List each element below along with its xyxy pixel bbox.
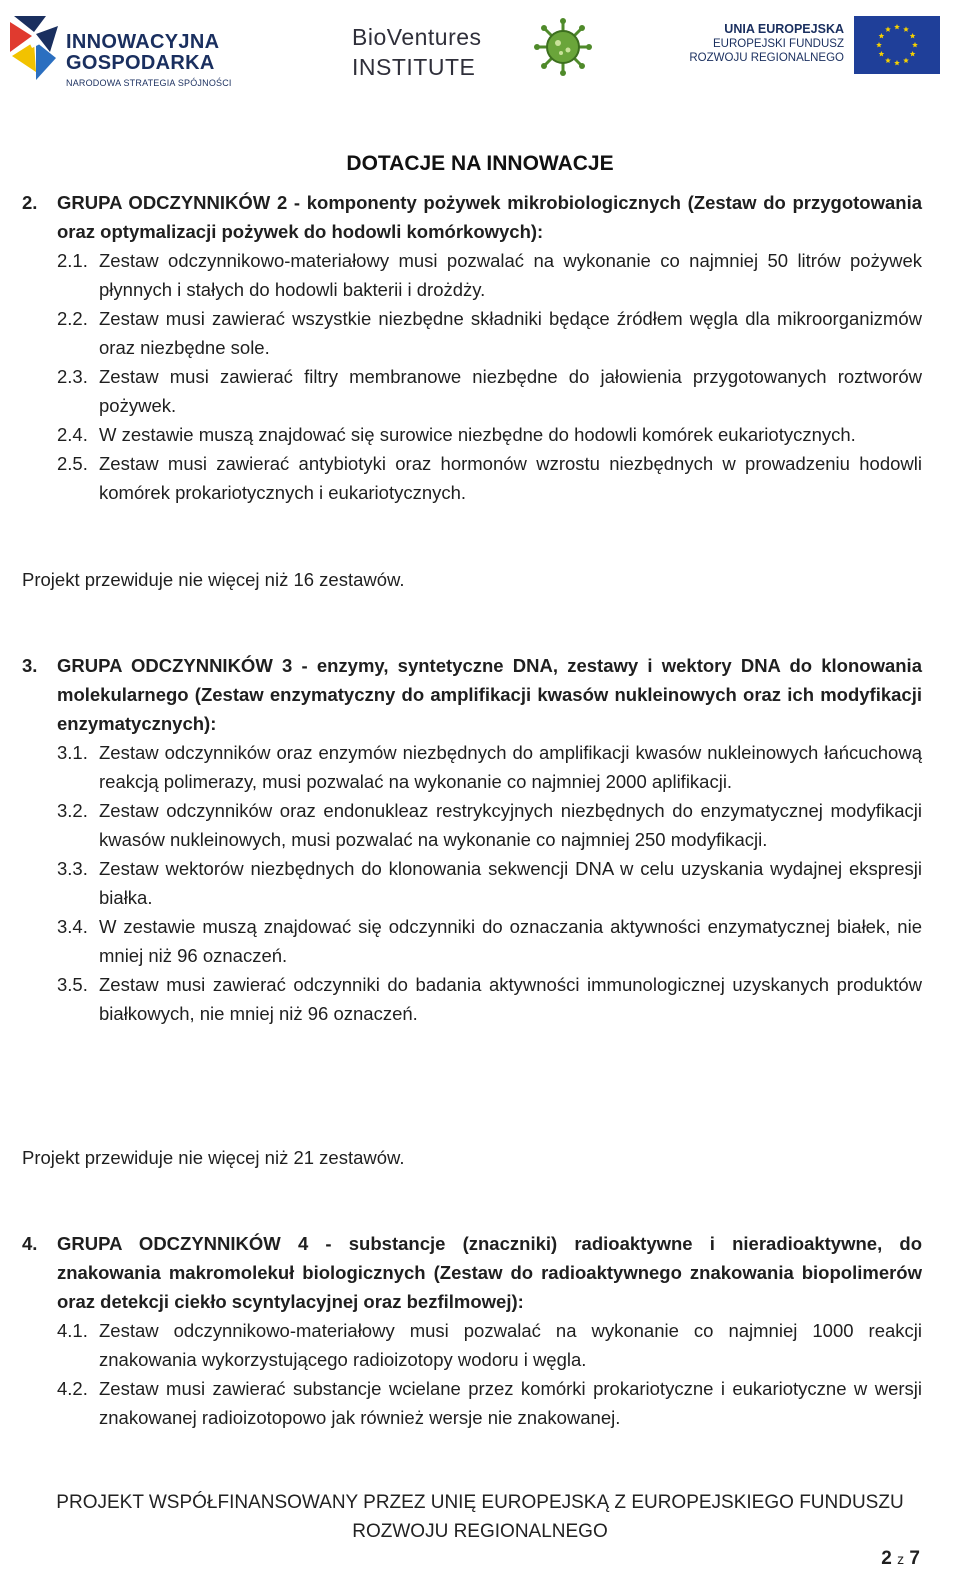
section-number: 3. [22,655,38,676]
item-number: 3.1. [57,742,88,763]
footer [0,1488,960,1546]
eu-logo [689,16,940,78]
item-number: 3.2. [57,800,88,821]
section-heading-text: GRUPA ODCZYNNIKÓW 4 - substancje (znaczniki) radioaktywne i nieradioaktywne, do znakowania makromolekuł biologicznych (Zestaw do radioaktywnego znakowania biopolimerów oraz detekcji ciekło scyntylacyjnej oraz bezfilmowej): [57,1233,922,1312]
section-number: 4. [22,1233,38,1254]
item-number: 4.1. [57,1320,88,1341]
section-2 [22,188,922,507]
section-3-note: Projekt przewiduje nie więcej niż 21 zestawów. [22,1147,405,1168]
section-number: 2. [22,192,38,213]
ig-line-1: INNOWACYJNA [66,31,220,53]
footer-line-2: ROZWOJU REGIONALNEGO [352,1521,608,1542]
eu-line-3: ROZWOJU REGIONALNEGO [689,52,844,64]
list-item [57,449,922,507]
item-text: Zestaw wektorów niezbędnych do klonowania sekwencji DNA w celu uzyskania wydajnej ekspresji białka. [99,858,922,908]
section-4 [22,1229,922,1432]
item-number: 3.4. [57,916,88,937]
page-title: DOTACJE NA INNOWACJE [346,152,614,175]
item-text: Zestaw musi zawierać antybiotyki oraz hormonów wzrostu niezbędnych w prowadzeniu hodowli komórek prokariotycznych i eukariotycznych. [99,453,922,503]
section-heading-text: GRUPA ODCZYNNIKÓW 3 - enzymy, syntetyczne DNA, zestawy i wektory DNA do klonowania molekularnego (Zestaw enzymatyczny do amplifikacji kwasów nukleinowych oraz ich modyfikacji enzymatycznych): [57,655,922,734]
item-text: Zestaw musi zawierać substancje wcielane przez komórki prokariotyczne i eukariotyczne w wersji znakowanej radioizotopowo jak również wersje nie znakowanej. [99,1378,922,1428]
item-number: 2.4. [57,424,88,445]
page-number [881,1548,920,1570]
page-of: z [897,1551,905,1567]
list-item [57,420,922,449]
item-number: 2.2. [57,308,88,329]
item-text: Zestaw musi zawierać filtry membranowe niezbędne do jałowienia przygotowanych roztworów pożywek. [99,366,922,416]
section-2-note: Projekt przewiduje nie więcej niż 16 zestawów. [22,569,405,590]
list-item [57,738,922,796]
item-number: 2.3. [57,366,88,387]
item-number: 3.5. [57,974,88,995]
section-heading [22,1229,922,1316]
section-3 [22,651,922,1028]
list-item [57,796,922,854]
page-current: 2 [881,1548,892,1569]
section-heading-text: GRUPA ODCZYNNIKÓW 2 - komponenty pożywek mikrobiologicznych (Zestaw do przygotowania oraz optymalizacji pożywek do hodowli komórkowych): [57,192,922,242]
list-item [57,1374,922,1432]
item-number: 2.5. [57,453,88,474]
ig-line-3: NARODOWA STRATEGIA SPÓJNOŚCI [66,78,232,88]
item-text: Zestaw odczynników oraz endonukleaz restrykcyjnych niezbędnych do enzymatycznej modyfikacji kwasów nukleinowych, musi pozwalać na wykonanie co najmniej 250 modyfikacji. [99,800,922,850]
item-number: 3.3. [57,858,88,879]
list-item [57,854,922,912]
page-total: 7 [909,1548,920,1569]
bv-line-1: BioVentures [352,24,482,50]
item-text: W zestawie muszą znajdować się surowice niezbędne do hodowli komórek eukariotycznych. [99,424,856,445]
item-text: Zestaw odczynników oraz enzymów niezbędnych do amplifikacji kwasów nukleinowych łańcuchową reakcją polimerazy, musi pozwalać na wykonanie co najmniej 2000 aplifikacji. [99,742,922,792]
eu-line-1: UNIA EUROPEJSKA [724,22,844,36]
list-item [57,246,922,304]
list-item [57,304,922,362]
footer-line-1: PROJEKT WSPÓŁFINANSOWANY PRZEZ UNIĘ EUROPEJSKĄ Z EUROPEJSKIEGO FUNDUSZU [56,1492,904,1513]
list-item [57,362,922,420]
innowacyjna-gospodarka-star-icon [6,12,64,84]
innowacyjna-gospodarka-logo [6,12,246,92]
bioventures-logo [352,18,602,88]
bv-line-2: INSTITUTE [352,54,476,80]
section-heading [22,651,922,738]
item-text: W zestawie muszą znajdować się odczynniki do oznaczania aktywności enzymatycznej białek, nie mniej niż 96 oznaczeń. [99,916,922,966]
item-number: 4.2. [57,1378,88,1399]
eu-line-2: EUROPEJSKI FUNDUSZ [713,38,844,50]
item-text: Zestaw odczynnikowo-materiałowy musi pozwalać na wykonanie co najmniej 1000 reakcji znakowania wykorzystującego radioizotopy wodoru i węgla. [99,1320,922,1370]
ig-line-2: GOSPODARKA [66,52,215,74]
list-item [57,912,922,970]
item-text: Zestaw musi zawierać odczynniki do badania aktywności immunologicznej uzyskanych produktów białkowych, nie mniej niż 96 oznaczeń. [99,974,922,1024]
section-heading [22,188,922,246]
list-item [57,970,922,1028]
virus-icon [534,18,592,76]
eu-flag-icon [854,16,940,74]
list-item [57,1316,922,1374]
item-text: Zestaw odczynnikowo-materiałowy musi pozwalać na wykonanie co najmniej 50 litrów pożywek płynnych i stałych do hodowli bakterii i drożdży. [99,250,922,300]
item-number: 2.1. [57,250,88,271]
item-text: Zestaw musi zawierać wszystkie niezbędne składniki będące źródłem węgla dla mikroorganizmów oraz niezbędne sole. [99,308,922,358]
